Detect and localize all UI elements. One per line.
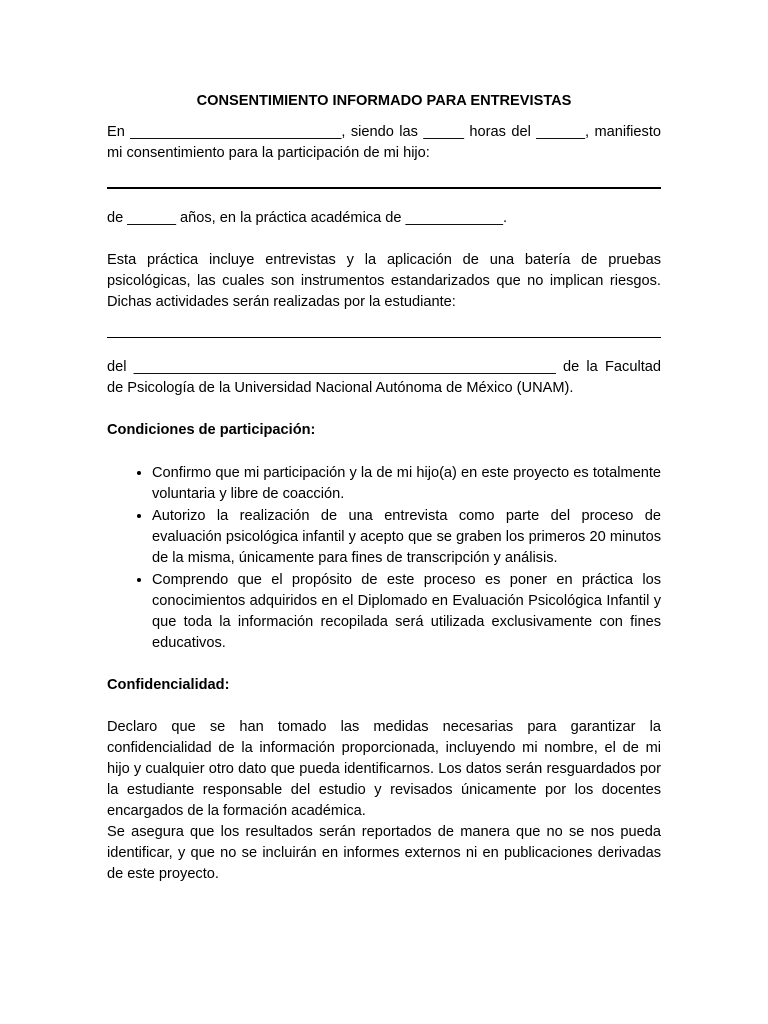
faculty-paragraph: del ____________________________________________________ de la Facultad de Psicología de la Universidad Nacional Autónoma de México (UNAM). — [107, 359, 661, 396]
condition-item: • Autorizo la realización de una entrevista como parte del proceso de evaluación psicológica infantil y acepto que se graben los primeros 20 minutos de la misma, únicamente para fines de transcripción y análisis. — [152, 505, 661, 569]
confidentiality-paragraph: Declaro que se han tomado las medidas necesarias para garantizar la confidencialidad de la información proporcionada, incluyendo mi nombre, el de mi hijo y cualquier otro dato que pueda identificarnos. Los datos serán resguardados por la estudiante responsable del estudio y revisados únicamente por los docentes encargados de la formación académica. — [107, 719, 661, 819]
condition-item: • Comprendo que el propósito de este proceso es poner en práctica los conocimientos adquiridos en el Diplomado en Evaluación Psicológica Infantil y que toda la información recopilada será utilizada exclusivamente con fines educativos. — [152, 569, 661, 654]
practice-paragraph: Esta práctica incluye entrevistas y la aplicación de una batería de pruebas psicológicas, las cuales son instrumentos estandarizados que no implican riesgos. Dichas actividades serán realizadas por la estudiante: — [107, 252, 661, 310]
condition-item: • Confirmo que mi participación y la de mi hijo(a) en este proyecto es totalmente voluntaria y libre de coacción. — [152, 462, 661, 505]
age-line: de ______ años, en la práctica académica de ____________. — [107, 210, 508, 226]
child-name-line — [107, 187, 661, 189]
conditions-list — [107, 462, 661, 654]
confidentiality-heading: Confidencialidad: — [107, 677, 230, 693]
confidentiality-results-paragraph: Se asegura que los resultados serán reportados de manera que no se nos pueda identificar, y que no se incluirán en informes externos ni en publicaciones derivadas de este proyecto. — [107, 824, 661, 882]
conditions-heading: Condiciones de participación: — [107, 422, 316, 438]
intro-paragraph: En __________________________, siendo las _____ horas del ______, manifiesto mi consentimiento para la participación de mi hijo: — [107, 124, 661, 161]
student-name-line — [107, 337, 661, 338]
document-title: CONSENTIMIENTO INFORMADO PARA ENTREVISTAS — [196, 93, 572, 109]
